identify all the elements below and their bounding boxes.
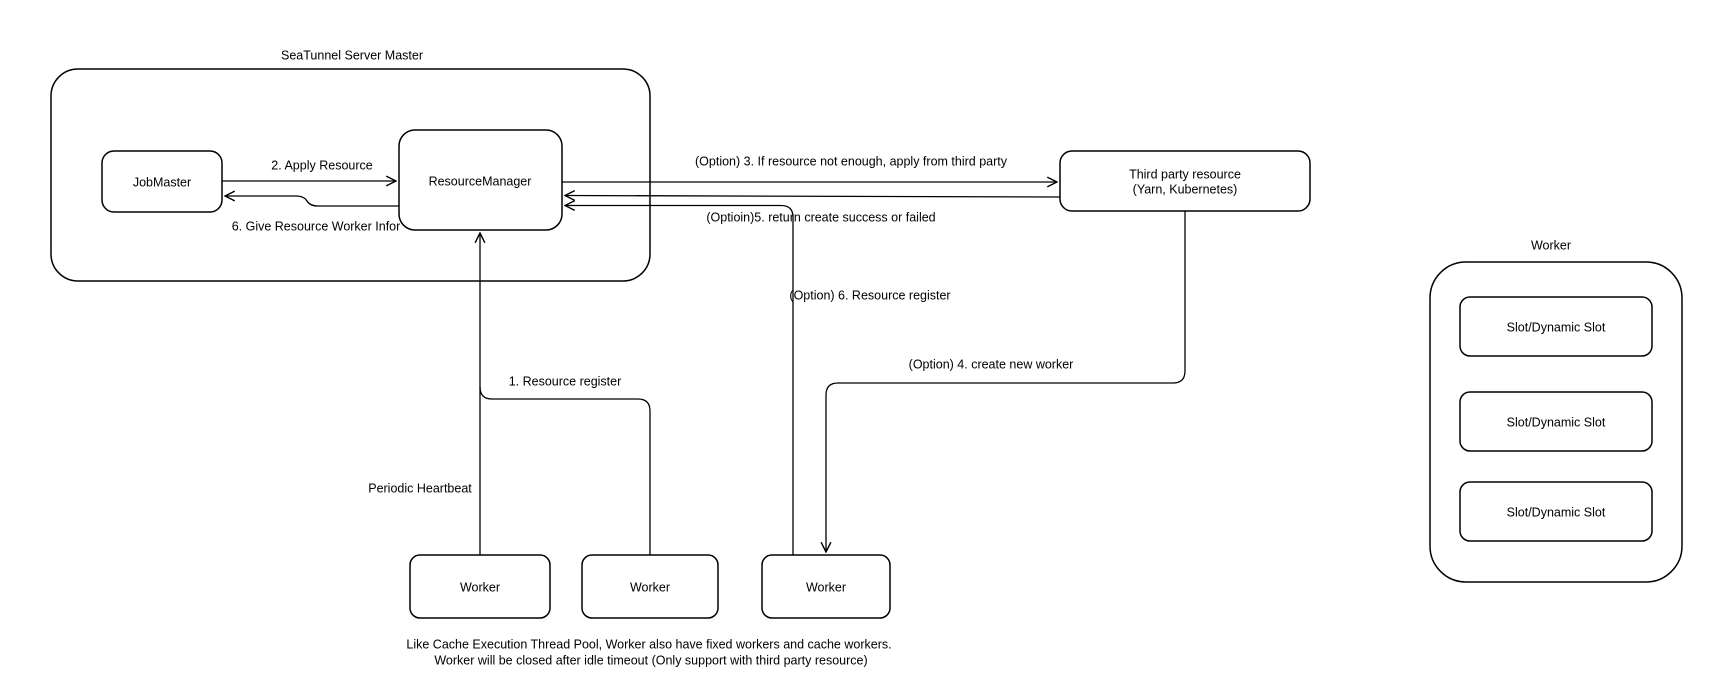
worker-container-title: Worker: [1530, 238, 1572, 253]
edge-give-resource-worker-infor: [225, 196, 399, 206]
worker-1-label: Worker: [459, 580, 501, 595]
node-worker-3: [762, 555, 890, 618]
node-resource-manager: [399, 130, 562, 230]
label-option4-create-new-worker: (Option) 4. create new worker: [908, 357, 1074, 372]
node-job-master: [102, 151, 222, 212]
bottom-note: [406, 637, 891, 667]
label-periodic-heartbeat: Periodic Heartbeat: [368, 481, 472, 496]
label-option5-return-result: (Optioin)5. return create success or failed: [706, 210, 936, 225]
node-worker-1: [410, 555, 550, 618]
edge-option5-return-result: [565, 196, 1060, 198]
label-option3-apply-third-party: (Option) 3. If resource not enough, apply from third party: [695, 154, 1007, 169]
slot-1-label: Slot/Dynamic Slot: [1506, 320, 1606, 335]
node-worker-2: [582, 555, 718, 618]
worker-3-label: Worker: [805, 580, 847, 595]
note-line-2: Worker will be closed after idle timeout (Only support with third party resource): [434, 653, 868, 668]
label-give-resource-worker-infor: 6. Give Resource Worker Infor: [231, 219, 401, 234]
seatunnel-master-title: SeaTunnel Server Master: [281, 48, 423, 63]
third-party-resource-label-line2: (Yarn, Kubernetes): [1132, 182, 1238, 197]
slot-3-label: Slot/Dynamic Slot: [1506, 505, 1606, 520]
edge-option4-create-new-worker: [826, 211, 1185, 552]
resource-manager-label: ResourceManager: [428, 174, 532, 189]
label-apply-resource: 2. Apply Resource: [271, 158, 373, 173]
third-party-resource-label-line1: Third party resource: [1129, 167, 1241, 182]
label-resource-register: 1. Resource register: [508, 374, 622, 389]
worker-2-label: Worker: [629, 580, 671, 595]
worker-slot-container: [1430, 238, 1682, 582]
label-option6-resource-register: (Option) 6. Resource register: [789, 288, 951, 303]
job-master-label: JobMaster: [132, 175, 192, 190]
edge-resource-register: [480, 387, 650, 555]
note-line-1: Like Cache Execution Thread Pool, Worker also have fixed workers and cache workers.: [406, 637, 892, 652]
slot-2-label: Slot/Dynamic Slot: [1506, 415, 1606, 430]
node-third-party-resource: [1060, 151, 1310, 211]
